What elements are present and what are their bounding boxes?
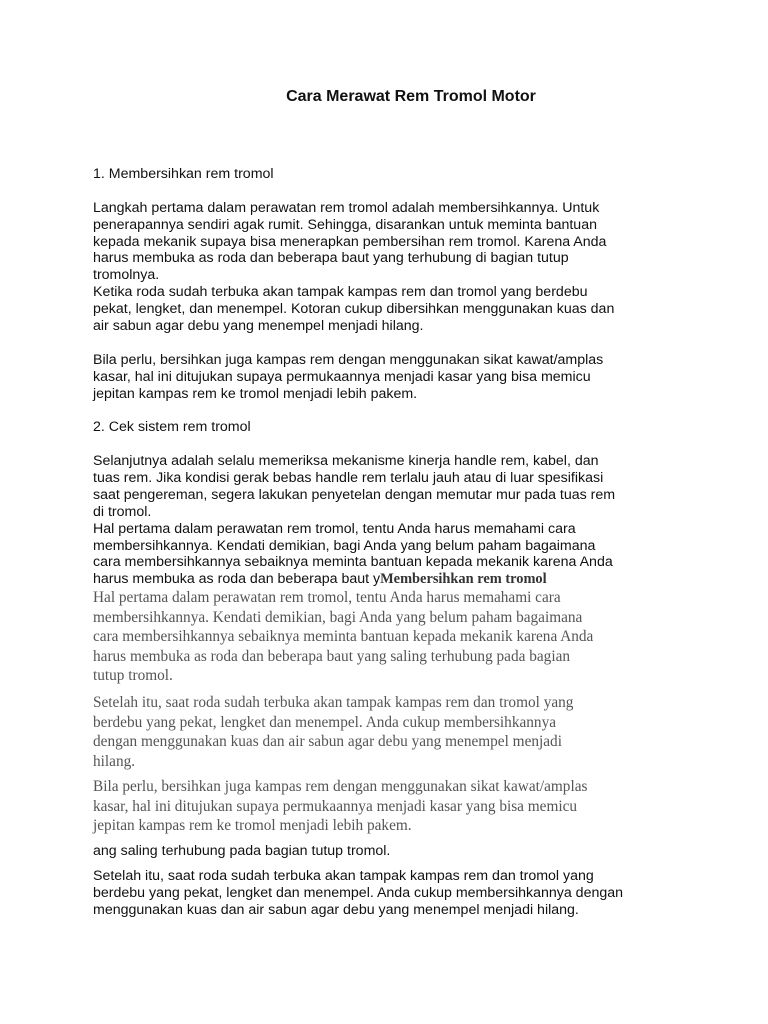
paragraph-2-line: Bila perlu, bersihkan juga kampas rem dengan menggunakan sikat kawat/amplas xyxy=(93,351,604,368)
mixed-line xyxy=(93,571,693,588)
paragraph-2-line: kasar, hal ini ditujukan supaya permukaannya menjadi kasar yang bisa memicu xyxy=(93,368,591,385)
serif-paragraph-1-line: membersihkannya. Kendati demikian, bagi Anda yang belum paham bagaimana xyxy=(93,608,583,626)
section-heading-1: 1. Membersihkan rem tromol xyxy=(93,166,274,182)
serif-paragraph-2 xyxy=(93,693,693,771)
serif-paragraph-1-line: Hal pertama dalam perawatan rem tromol, tentu Anda harus memahami cara xyxy=(93,589,561,606)
paragraph-1-line: penerapannya sendiri agak rumit. Sehingga, disarankan untuk meminta bantuan xyxy=(93,216,597,233)
paragraph-1-line: Langkah pertama dalam perawatan rem tromol adalah membersihkannya. Untuk xyxy=(93,199,600,216)
serif-paragraph-2-line: hilang. xyxy=(93,752,136,770)
paragraph-3-line: Selanjutnya adalah selalu memeriksa mekanisme kinerja handle rem, kabel, dan xyxy=(93,453,599,470)
serif-paragraph-3-line: kasar, hal ini ditujukan supaya permukaannya menjadi kasar yang bisa memicu xyxy=(93,797,578,815)
paragraph-3-line: membersihkannya. Kendati demikian, bagi Anda yang belum paham bagaimana xyxy=(93,537,596,554)
section-heading-2: 2. Cek sistem rem tromol xyxy=(93,419,251,436)
serif-paragraph-1-line: tutup tromol. xyxy=(93,667,173,685)
serif-paragraph-3 xyxy=(93,777,693,836)
paragraph-1-line: pekat, lengket, dan menempel. Kotoran cukup dibersihkan menggunakan kuas dan xyxy=(93,301,615,318)
paragraph-1-line: harus membuka as roda dan beberapa baut yang terhubung di bagian tutup xyxy=(93,250,569,267)
serif-paragraph-2-line: dengan menggunakan kuas dan air sabun agar debu yang menempel menjadi xyxy=(93,733,562,751)
paragraph-2-line: jepitan kampas rem ke tromol menjadi lebih pakem. xyxy=(93,385,418,402)
paragraph-3-line: di tromol. xyxy=(93,503,152,520)
document-body xyxy=(93,166,693,588)
mixed-line-bold-heading: Membersihkan rem tromol xyxy=(380,571,547,588)
tail-paragraph-line: Setelah itu, saat roda sudah terbuka akan tampak kampas rem dan tromol yang xyxy=(93,868,594,884)
paragraph-3-line: saat pengereman, segera lakukan penyetelan dengan memutar mur pada tuas rem xyxy=(93,486,616,503)
serif-paragraph-3-line: Bila perlu, bersihkan juga kampas rem dengan menggunakan sikat kawat/amplas xyxy=(93,778,588,795)
paragraph-1-line: tromolnya. xyxy=(93,267,160,284)
paragraph-3-line: Hal pertama dalam perawatan rem tromol, tentu Anda harus memahami cara xyxy=(93,520,576,537)
serif-paragraph-2-line: Setelah itu, saat roda sudah terbuka akan tampak kampas rem dan tromol yang xyxy=(93,694,574,711)
serif-paragraph-2-line: berdebu yang pekat, lengket dan menempel. Anda cukup membersihkannya xyxy=(93,713,557,731)
paragraph-3-line: tuas rem. Jika kondisi gerak bebas handle rem terlalu jauh atau di luar spesifikasi xyxy=(93,470,604,487)
serif-paragraph-1 xyxy=(93,588,693,686)
paragraph-1-line: air sabun agar debu yang menempel menjadi hilang. xyxy=(93,318,424,335)
serif-paragraph-1-line: harus membuka as roda dan beberapa baut yang saling terhubung pada bagian xyxy=(93,647,571,665)
tail-paragraph-line: menggunakan kuas dan air sabun agar debu yang menempel menjadi hilang. xyxy=(93,901,579,918)
paragraph-1-line: kepada mekanik supaya bisa menerapkan pembersihan rem tromol. Karena Anda xyxy=(93,233,607,250)
tail-paragraph xyxy=(93,868,693,919)
paragraph-1-line: Ketika roda sudah terbuka akan tampak kampas rem dan tromol yang berdebu xyxy=(93,284,588,301)
tail-line: ang saling terhubung pada bagian tutup tromol. xyxy=(93,843,391,859)
serif-paragraph-3-line: jepitan kampas rem ke tromol menjadi lebih pakem. xyxy=(93,817,412,835)
mixed-line-prefix: harus membuka as roda dan beberapa baut y xyxy=(93,571,381,588)
tail-paragraph-line: berdebu yang pekat, lengket dan menempel. Anda cukup membersihkannya dengan xyxy=(93,884,624,901)
serif-paragraph-1-line: cara membersihkannya sebaiknya meminta bantuan kepada mekanik karena Anda xyxy=(93,628,594,646)
paragraph-3-line: cara membersihkannya sebaiknya meminta bantuan kepada mekanik karena Anda xyxy=(93,554,613,571)
tail-line-block xyxy=(93,843,693,860)
document-title: Cara Merawat Rem Tromol Motor xyxy=(286,88,536,105)
